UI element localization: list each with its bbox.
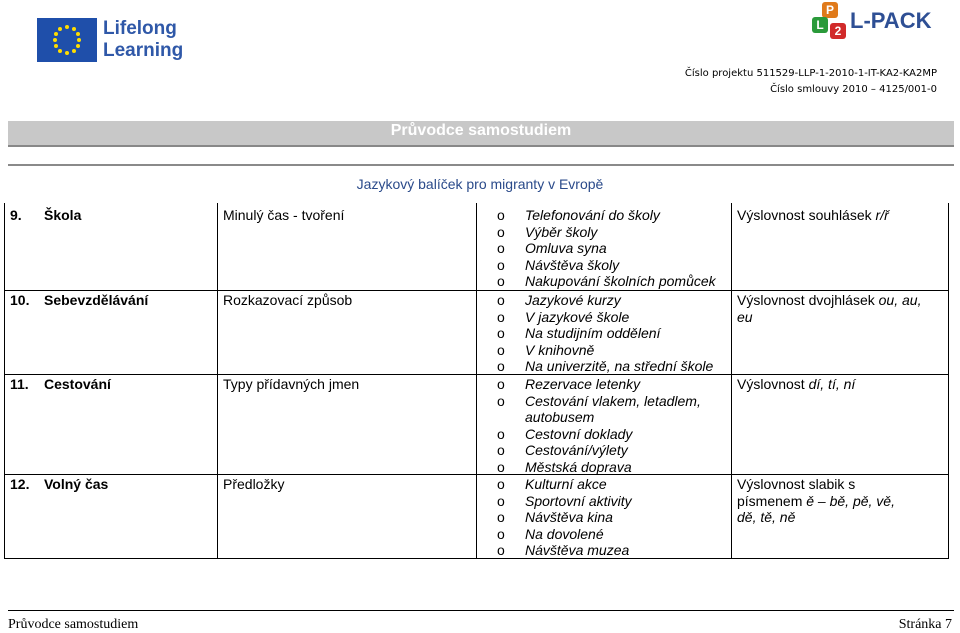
row-topic: Cestování xyxy=(44,376,111,392)
table-border-left xyxy=(4,203,5,559)
pron-text: Výslovnost xyxy=(737,376,809,392)
list-item: o Výběr školy xyxy=(497,224,727,241)
row-items xyxy=(497,292,727,375)
page-number: Stránka 7 xyxy=(898,617,952,632)
list-item: o Na dovolené xyxy=(497,526,727,543)
row-topic: Sebevzdělávání xyxy=(44,292,149,308)
list-item: o Návštěva kina xyxy=(497,509,727,526)
list-item: o V jazykové škole xyxy=(497,309,727,326)
list-item: o Na univerzitě, na střední škole xyxy=(497,358,727,375)
row-pronunciation xyxy=(737,376,942,393)
list-item: o Kulturní akce xyxy=(497,476,727,493)
row-grammar: Typy přídavných jmen xyxy=(223,376,360,392)
row-number: 12. xyxy=(10,476,30,492)
table-divider-3 xyxy=(731,203,732,559)
row-items xyxy=(497,207,727,290)
list-item: o Omluva syna xyxy=(497,240,727,257)
project-number: Číslo projektu 511529-LLP-1-2010-1-IT-KA2-KA2MP xyxy=(684,68,937,79)
row-number: 11. xyxy=(10,376,29,392)
list-item: o Sportovní aktivity xyxy=(497,493,727,510)
row-grammar: Předložky xyxy=(223,476,285,492)
eu-flag-icon xyxy=(37,18,97,62)
project-info xyxy=(685,66,937,98)
row-divider xyxy=(4,374,949,375)
list-item: o Cestování vlakem, letadlem, autobusem xyxy=(497,393,727,426)
title-divider xyxy=(8,164,954,166)
row-divider xyxy=(4,290,949,291)
contract-number: Číslo smlouvy 2010 – 4125/001-0 xyxy=(770,84,937,95)
list-item: o Návštěva muzea xyxy=(497,542,727,559)
page-title: Průvodce samostudiem xyxy=(390,122,572,139)
row-number: 10. xyxy=(10,292,30,308)
title-bar xyxy=(8,121,954,147)
row-pronunciation xyxy=(737,476,917,526)
lpack-badge-l: L xyxy=(812,17,828,33)
pron-text: Výslovnost souhlásek xyxy=(737,207,876,223)
page-subtitle: Jazykový balíček pro migranty v Evropě xyxy=(356,176,604,192)
list-item: o Městská doprava xyxy=(497,459,727,476)
row-grammar: Minulý čas - tvoření xyxy=(223,207,345,223)
lpack-badge-p: P xyxy=(822,2,838,18)
row-number: 9. xyxy=(10,207,22,223)
pron-letters: ou, au, eu xyxy=(737,292,922,325)
table-divider-1 xyxy=(217,203,218,559)
footer-title: Průvodce samostudiem xyxy=(8,617,139,632)
row-pronunciation xyxy=(737,292,937,325)
list-item: o Návštěva školy xyxy=(497,257,727,274)
lpack-badge-2: 2 xyxy=(830,23,846,39)
row-topic: Volný čas xyxy=(44,476,109,492)
list-item: o Rezervace letenky xyxy=(497,376,727,393)
pron-letters: ě – bě, pě, vě, dě, tě, ně xyxy=(737,492,895,525)
list-item: o Cestovní doklady xyxy=(497,426,727,443)
lpack-logo-text: L-PACK xyxy=(850,8,932,33)
lesson-table xyxy=(4,203,949,559)
list-item: o Nakupování školních pomůcek xyxy=(497,273,727,290)
pron-text: Výslovnost dvojhlásek xyxy=(737,292,879,308)
list-item: o Na studijním oddělení xyxy=(497,325,727,342)
lpack-logo xyxy=(812,0,952,45)
list-item: o V knihovně xyxy=(497,342,727,359)
pron-letters: r/ř xyxy=(875,207,889,223)
row-items xyxy=(497,476,727,559)
table-divider-2 xyxy=(476,203,477,559)
footer-divider xyxy=(8,610,954,611)
table-border-right xyxy=(948,203,949,559)
list-item: o Cestování/výlety xyxy=(497,442,727,459)
lifelong-logo-text: Lifelong Learning xyxy=(103,18,184,61)
table-border-bottom xyxy=(4,558,949,559)
pron-letters: dí, tí, ní xyxy=(808,376,856,392)
row-pronunciation xyxy=(737,207,942,224)
row-items xyxy=(497,376,727,475)
list-item: o Telefonování do školy xyxy=(497,207,727,224)
row-divider xyxy=(4,474,949,475)
row-topic: Škola xyxy=(44,207,82,223)
list-item: o Jazykové kurzy xyxy=(497,292,727,309)
row-grammar: Rozkazovací způsob xyxy=(223,292,353,308)
pron-text: Výslovnost slabik s písmenem xyxy=(737,476,856,509)
